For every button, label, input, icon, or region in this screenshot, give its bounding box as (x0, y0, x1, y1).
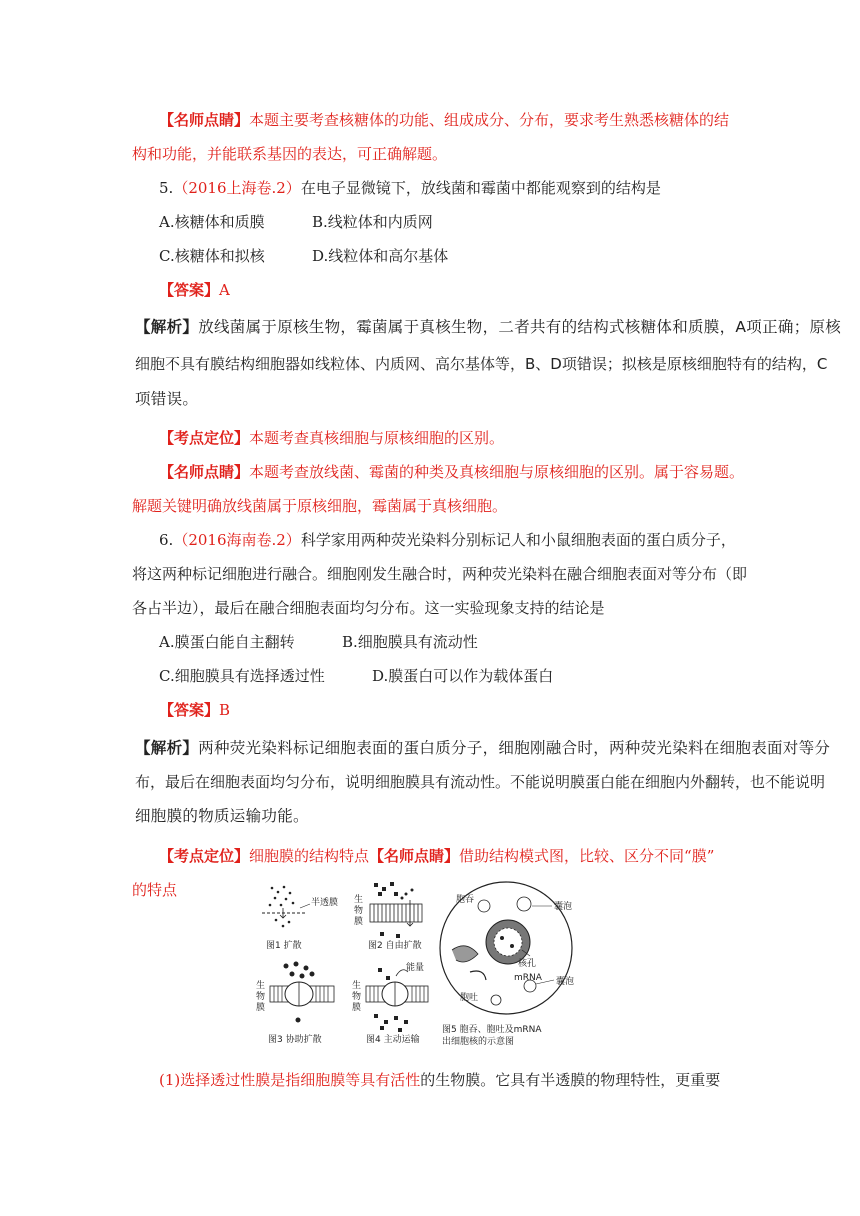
question-6-stem-line2: 将这两种标记细胞进行融合。细胞刚发生融合时，两种荧光染料在融合细胞表面对等分布（即 (132, 565, 748, 583)
question-text: 科学家用两种荧光染料分别标记人和小鼠细胞表面的蛋白质分子， (300, 531, 736, 549)
point-text: 细胞膜的结构特点 (249, 847, 370, 865)
active-transport-diagram (352, 961, 428, 1045)
analysis-line3: 项错误。 (135, 390, 199, 408)
svg-text:生: 生 (354, 895, 364, 905)
option-d: D.膜蛋白可以作为载体蛋白 (372, 667, 554, 685)
vesicle-label-bottom: 囊泡 (556, 977, 575, 987)
svg-text:膜: 膜 (352, 1003, 362, 1013)
mrna-label: mRNA (514, 973, 542, 983)
option-a: A.膜蛋白能自主翻转 (159, 633, 295, 651)
answer-line (159, 700, 230, 720)
answer-line (159, 280, 230, 300)
tip-text: 本题考查放线菌、霉菌的种类及真核细胞与原核细胞的区别。属于容易题。 (249, 463, 745, 481)
tip-tag: 【名师点睛】 (159, 463, 250, 481)
free-diffusion-diagram (354, 882, 422, 951)
tip-text: 借助结构模式图，比较、区分不同“膜” (459, 847, 715, 865)
point-line (159, 846, 714, 866)
membrane-diagram (256, 880, 586, 1058)
teacher-tip-tag: 【名师点睛】 (159, 111, 250, 129)
question-text: 在电子显微镜下，放线菌和霉菌中都能观察到的结构是 (300, 179, 661, 197)
tip-line2: 解题关键明确放线菌属于原核细胞，霉菌属于真核细胞。 (132, 497, 508, 515)
analysis-tag: 【解析】 (135, 318, 199, 336)
answer-tag: 【答案】 (159, 701, 220, 719)
facilitated-diffusion-diagram (256, 962, 334, 1046)
point-tag: 【考点定位】 (159, 429, 250, 447)
svg-text:物: 物 (354, 906, 364, 916)
point-line (159, 428, 504, 448)
question-number: 6. (159, 531, 174, 549)
svg-text:膜: 膜 (256, 1003, 266, 1013)
tip-tag: 【名师点睛】 (369, 847, 460, 865)
footer-text-red: (1)选择透过性膜是指细胞膜等具有活性 (159, 1071, 421, 1089)
option-d: D.线粒体和高尔基体 (312, 247, 449, 265)
question-number: 5. (159, 179, 174, 197)
fig5-caption-line2: 出细胞核的示意图 (442, 1037, 515, 1047)
tip-paragraph-line1 (159, 110, 729, 130)
point-tag: 【考点定位】 (159, 847, 250, 865)
tip-paragraph-line2: 构和功能，并能联系基因的表达，可正确解题。 (132, 145, 448, 163)
analysis-text: 放线菌属于原核生物，霉菌属于真核生物，二者共有的结构式核糖体和质膜，A项正确；原核 (198, 318, 842, 336)
question-6-stem-line3: 各占半边），最后在融合细胞表面均匀分布。这一实验现象支持的结论是 (132, 599, 605, 617)
answer-tag: 【答案】 (159, 281, 220, 299)
footer-line (159, 1070, 720, 1090)
question-6-stem-line1 (159, 530, 736, 550)
question-source: （2016海南卷.2） (173, 531, 301, 549)
analysis-line1 (135, 317, 841, 337)
teacher-tip-text: 本题主要考查核糖体的功能、组成成分、分布，要求考生熟悉核糖体的结 (249, 111, 730, 129)
fig1-caption: 图1 扩散 (266, 941, 302, 951)
nuclear-pore-label: 核孔 (518, 959, 537, 969)
tip-line1 (159, 462, 744, 482)
svg-text:生: 生 (352, 981, 362, 991)
membrane-transport-figure (256, 880, 586, 1058)
fig4-caption: 图4 主动运输 (366, 1035, 420, 1045)
analysis-text: 两种荧光染料标记细胞表面的蛋白质分子，细胞刚融合时，两种荧光染料在细胞表面对等分 (198, 739, 831, 757)
fig2-caption: 图2 自由扩散 (368, 941, 422, 951)
analysis-line1 (135, 738, 830, 758)
point-text: 本题考查真核细胞与原核细胞的区别。 (249, 429, 505, 447)
option-c: C.细胞膜具有选择透过性 (159, 667, 325, 685)
answer-value: A (219, 281, 230, 299)
fig5-caption-line1: 图5 胞吞、胞吐及mRNA (442, 1025, 542, 1035)
option-b: B.细胞膜具有流动性 (342, 633, 478, 651)
analysis-line3: 细胞膜的物质运输功能。 (135, 807, 309, 825)
svg-text:物: 物 (352, 992, 362, 1002)
option-b: B.线粒体和内质网 (312, 213, 433, 231)
diffusion-diagram (262, 886, 338, 951)
endocytosis-label: 胞吞 (456, 895, 475, 905)
analysis-line2: 布，最后在细胞表面均匀分布，说明细胞膜具有流动性。不能说明膜蛋白能在细胞内外翻转，也不能说明 (135, 773, 826, 791)
exocytosis-label: 胞吐 (460, 993, 479, 1003)
question-5-stem (159, 178, 661, 198)
analysis-tag: 【解析】 (135, 739, 199, 757)
analysis-line2: 细胞不具有膜结构细胞器如线粒体、内质网、高尔基体等，B、D项错误；拟核是原核细胞特有的结构，C (135, 355, 828, 373)
bio-membrane-label: 生 (256, 981, 266, 991)
question-source: （2016上海卷.2） (173, 179, 301, 197)
option-a: A.核糖体和质膜 (159, 213, 265, 231)
svg-text:膜: 膜 (354, 917, 364, 927)
energy-label: 能量 (406, 963, 425, 973)
semi-membrane-label: 半透膜 (311, 898, 339, 908)
tip-line2: 的特点 (132, 881, 178, 899)
answer-value: B (219, 701, 231, 719)
footer-text-black: 的生物膜。它具有半透膜的物理特性，更重要 (420, 1071, 721, 1089)
vesicle-label-top: 囊泡 (554, 902, 573, 912)
fig3-caption: 图3 协助扩散 (268, 1035, 322, 1045)
svg-text:物: 物 (256, 992, 266, 1002)
option-c: C.核糖体和拟核 (159, 247, 265, 265)
endocytosis-exocytosis-diagram (440, 882, 574, 1047)
